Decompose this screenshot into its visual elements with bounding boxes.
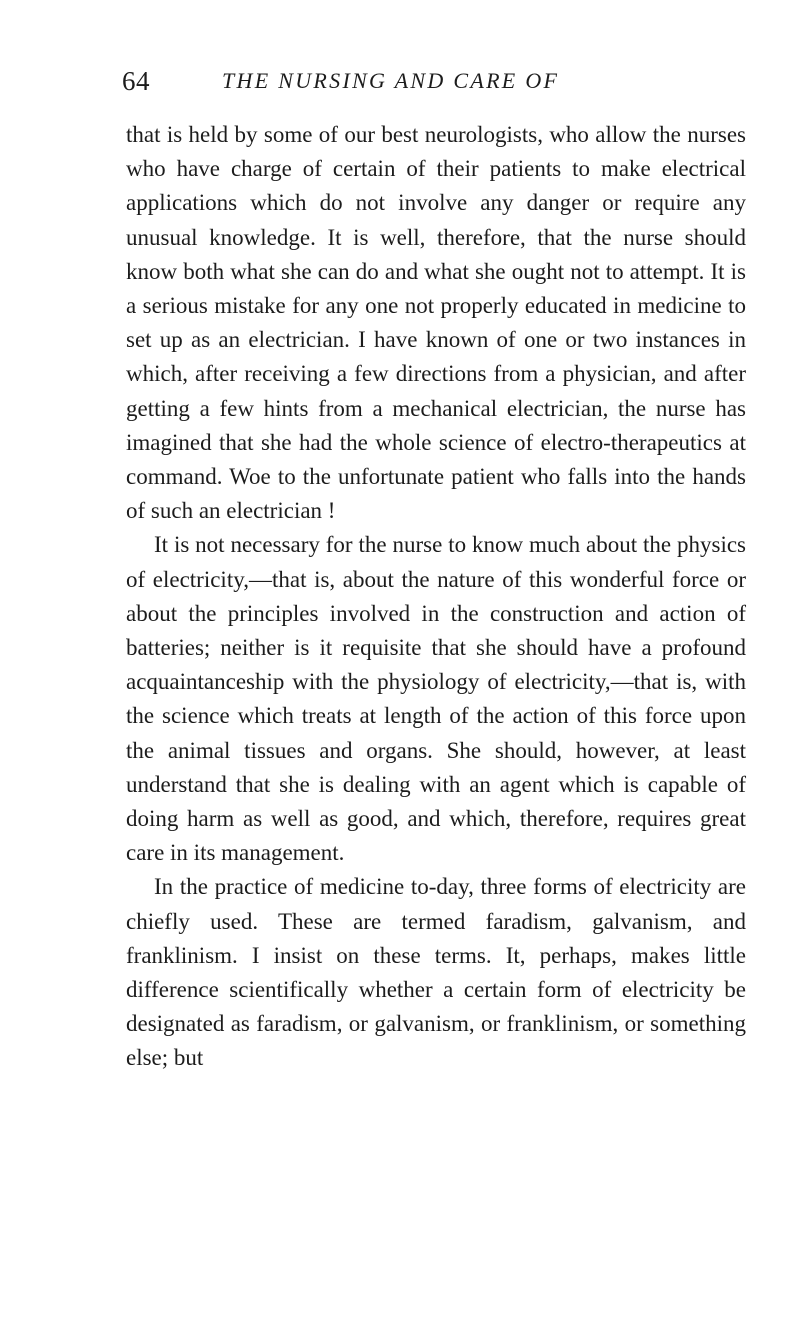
running-head bbox=[122, 64, 742, 98]
running-title: THE NURSING AND CARE OF bbox=[222, 68, 560, 93]
page-number: 64 bbox=[122, 66, 150, 96]
paragraph-3: In the practice of medicine to-day, three forms of electricity are chiefly used. These are termed faradism, galvanism, and franklinism. I insist on these terms. It, perhaps, makes little difference scientifically whether a certain form of electricity be designated as faradism, or galvanism, or franklinism, or something else; but bbox=[126, 874, 746, 1071]
paragraph-1: that is held by some of our best neurologists, who allow the nurses who have charge of certain of their patients to make electrical applications which do not involve any danger or require any unusual knowledge. It is well, therefore, that the nurse should know both what she can do and what she ought not to attempt. It is a serious mistake for any one not properly educated in medicine to set up as an electrician. I have known of one or two instances in which, after receiving a few directions from a physician, and after getting a few hints from a mechanical electrician, the nurse has imagined that she had the whole science of electro-therapeutics at command. Woe to the unfortunate patient who falls into the hands of such an electrician ! bbox=[126, 122, 746, 524]
body-text bbox=[126, 118, 746, 1076]
paragraph-2: It is not necessary for the nurse to know much about the physics of electricity,—that is, about the nature of this wonderful force or about the principles involved in the construction and action of batteries; neither is it requisite that she should have a profound acquaintanceship with the physiology of electricity,—that is, with the science which treats at length of the action of this force upon the animal tissues and organs. She should, however, at least understand that she is dealing with an agent which is capable of doing harm as well as good, and which, therefore, requires great care in its management. bbox=[126, 532, 746, 866]
